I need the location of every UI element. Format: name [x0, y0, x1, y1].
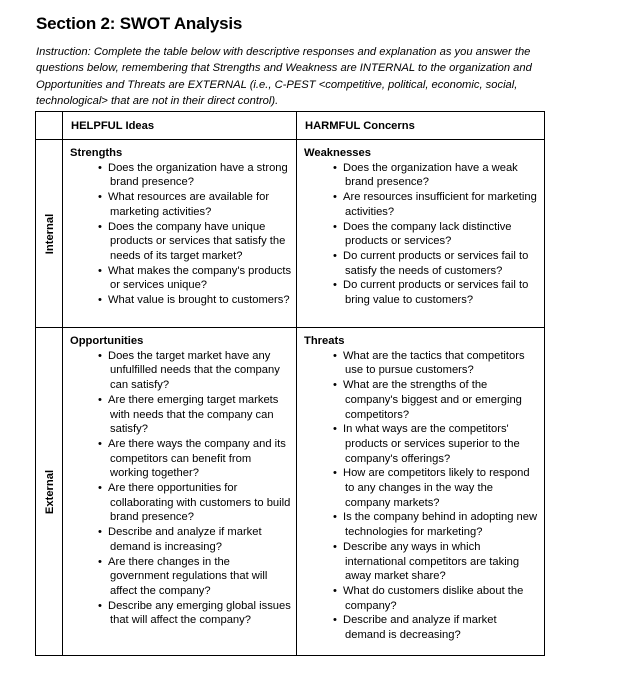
list-item: • What resources are available for marketing activities?	[70, 190, 292, 219]
threats-cell	[304, 334, 540, 643]
list-item: • Do current products or services fail to bring value to customers?	[304, 278, 540, 307]
list-item: • What makes the company's products or services unique?	[70, 264, 292, 293]
weaknesses-list	[304, 161, 540, 308]
list-item: • What are the tactics that competitors use to pursue customers?	[304, 349, 540, 378]
list-item: • Does the target market have any unfulfilled needs that the company can satisfy?	[70, 349, 292, 393]
list-item: • Are there opportunities for collaborating with customers to build brand presence?	[70, 481, 292, 525]
list-item: • Are there emerging target markets with needs that the company can satisfy?	[70, 393, 292, 437]
table-divider	[36, 139, 544, 140]
list-item: • What are the strengths of the company's biggest and or emerging competitors?	[304, 378, 540, 422]
instruction-text: Instruction: Complete the table below with descriptive responses and explanation as you answer the questions below, remembering that Strengths and Weakness are INTERNAL to the organization and Opportunities and Threats are EXTERNAL (i.e., C-PEST <competitive, political, economic, social, technological> that are not in their direct control).	[36, 46, 532, 108]
table-divider	[36, 327, 544, 328]
threats-heading: Threats	[304, 335, 345, 347]
strengths-heading: Strengths	[70, 147, 123, 159]
opportunities-list	[70, 349, 292, 628]
list-item: • Is the company behind in adopting new technologies for marketing?	[304, 510, 540, 539]
swot-table	[35, 111, 545, 656]
weaknesses-heading: Weaknesses	[304, 147, 371, 159]
list-item: • Describe and analyze if market demand is increasing?	[70, 525, 292, 554]
column-header-harmful: HARMFUL Concerns	[305, 120, 415, 132]
weaknesses-cell	[304, 146, 540, 308]
strengths-cell	[70, 146, 292, 308]
list-item: • Describe any emerging global issues that will affect the company?	[70, 599, 292, 628]
list-item: • Does the organization have a strong brand presence?	[70, 161, 292, 190]
row-label-internal: Internal	[44, 213, 56, 255]
list-item: • What do customers dislike about the company?	[304, 584, 540, 613]
list-item: • How are competitors likely to respond to any changes in the way the company markets?	[304, 466, 540, 510]
opportunities-cell	[70, 334, 292, 628]
list-item: • Are there changes in the government regulations that will affect the company?	[70, 555, 292, 599]
list-item: • Describe any ways in which international competitors are taking away market share?	[304, 540, 540, 584]
opportunities-heading: Opportunities	[70, 335, 144, 347]
page-title: Section 2: SWOT Analysis	[36, 14, 243, 33]
list-item: • What value is brought to customers?	[70, 293, 292, 308]
list-item: • Does the company lack distinctive products or services?	[304, 220, 540, 249]
table-divider	[296, 112, 297, 655]
table-divider	[62, 112, 63, 655]
list-item: • In what ways are the competitors' products or services superior to the company's offerings?	[304, 422, 540, 466]
list-item: • Are there ways the company and its competitors can benefit from working together?	[70, 437, 292, 481]
list-item: • Does the company have unique products or services that satisfy the needs of its target market?	[70, 220, 292, 264]
list-item: • Are resources insufficient for marketing activities?	[304, 190, 540, 219]
threats-list	[304, 349, 540, 643]
list-item: • Do current products or services fail to satisfy the needs of customers?	[304, 249, 540, 278]
list-item: • Does the organization have a weak brand presence?	[304, 161, 540, 190]
list-item: • Describe and analyze if market demand is decreasing?	[304, 613, 540, 642]
strengths-list	[70, 161, 292, 308]
row-label-external: External	[44, 469, 56, 515]
column-header-helpful: HELPFUL Ideas	[71, 120, 155, 132]
